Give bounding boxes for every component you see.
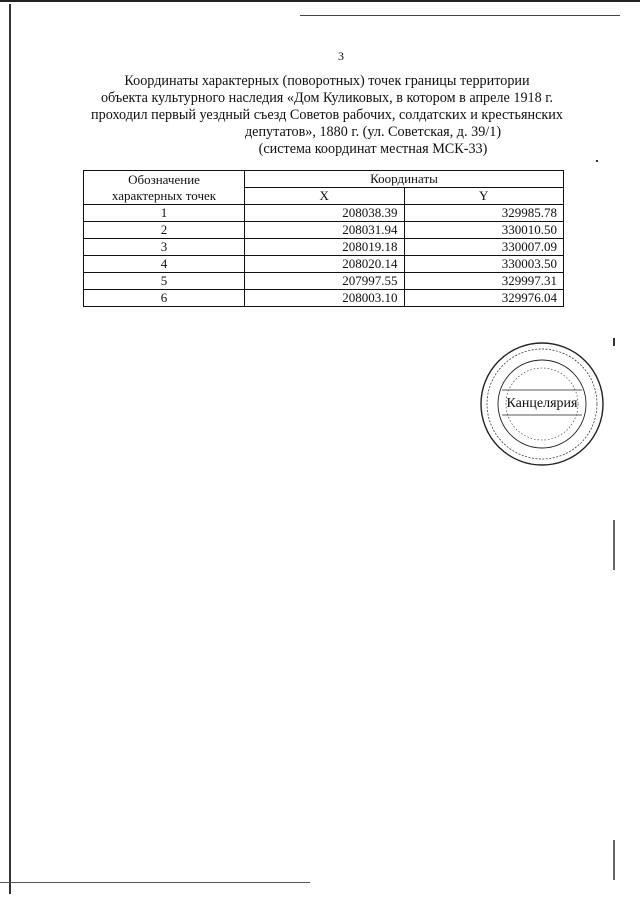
header-coordinates: Координаты <box>245 171 564 188</box>
header-point-line: Обозначение <box>128 171 200 187</box>
cell-point: 6 <box>84 290 245 307</box>
scan-edge-left <box>9 4 11 894</box>
header-y: Y <box>404 188 564 205</box>
table-row <box>84 256 564 273</box>
cell-y: 330010.50 <box>404 222 564 239</box>
cell-y: 329976.04 <box>404 290 564 307</box>
scan-speck <box>596 160 598 162</box>
header-x: X <box>245 188 405 205</box>
title-line: Координаты характерных (поворотных) точек границы территории <box>124 73 530 89</box>
cell-point: 4 <box>84 256 245 273</box>
cell-x: 208038.39 <box>245 205 405 222</box>
header-point-designation <box>84 171 245 205</box>
title-line: объекта культурного наследия «Дом Куликовых, в котором в апреле 1918 г. <box>100 90 554 106</box>
cell-x: 208020.14 <box>245 256 405 273</box>
table-row <box>84 239 564 256</box>
stamp-center-text: Канцелярия <box>506 396 578 411</box>
document-title <box>82 73 572 158</box>
table-row <box>84 222 564 239</box>
cell-point: 5 <box>84 273 245 290</box>
scan-speck <box>613 338 615 346</box>
scan-mark-right <box>613 520 615 570</box>
cell-y: 329985.78 <box>404 205 564 222</box>
cell-y: 330003.50 <box>404 256 564 273</box>
title-line: проходил первый уездный съезд Советов рабочих, солдатских и крестьянских <box>91 107 563 123</box>
office-stamp <box>478 340 606 468</box>
title-line: депутатов», 1880 г. (ул. Советская, д. 39/1) <box>244 124 502 140</box>
table-row <box>84 205 564 222</box>
table-row <box>84 273 564 290</box>
scan-edge-top <box>0 0 640 2</box>
scan-edge-line <box>300 15 620 16</box>
cell-x: 207997.55 <box>245 273 405 290</box>
cell-point: 1 <box>84 205 245 222</box>
cell-x: 208003.10 <box>245 290 405 307</box>
cell-point: 2 <box>84 222 245 239</box>
title-line: (система координат местная МСК-33) <box>258 141 488 157</box>
scan-edge-bottom <box>0 882 310 883</box>
cell-y: 329997.31 <box>404 273 564 290</box>
page-number: 3 <box>338 49 344 63</box>
cell-y: 330007.09 <box>404 239 564 256</box>
header-point-line: характерных точек <box>111 187 217 203</box>
cell-x: 208031.94 <box>245 222 405 239</box>
cell-x: 208019.18 <box>245 239 405 256</box>
coordinates-table <box>83 170 564 307</box>
table-row <box>84 290 564 307</box>
cell-point: 3 <box>84 239 245 256</box>
scan-mark-right <box>613 840 615 880</box>
